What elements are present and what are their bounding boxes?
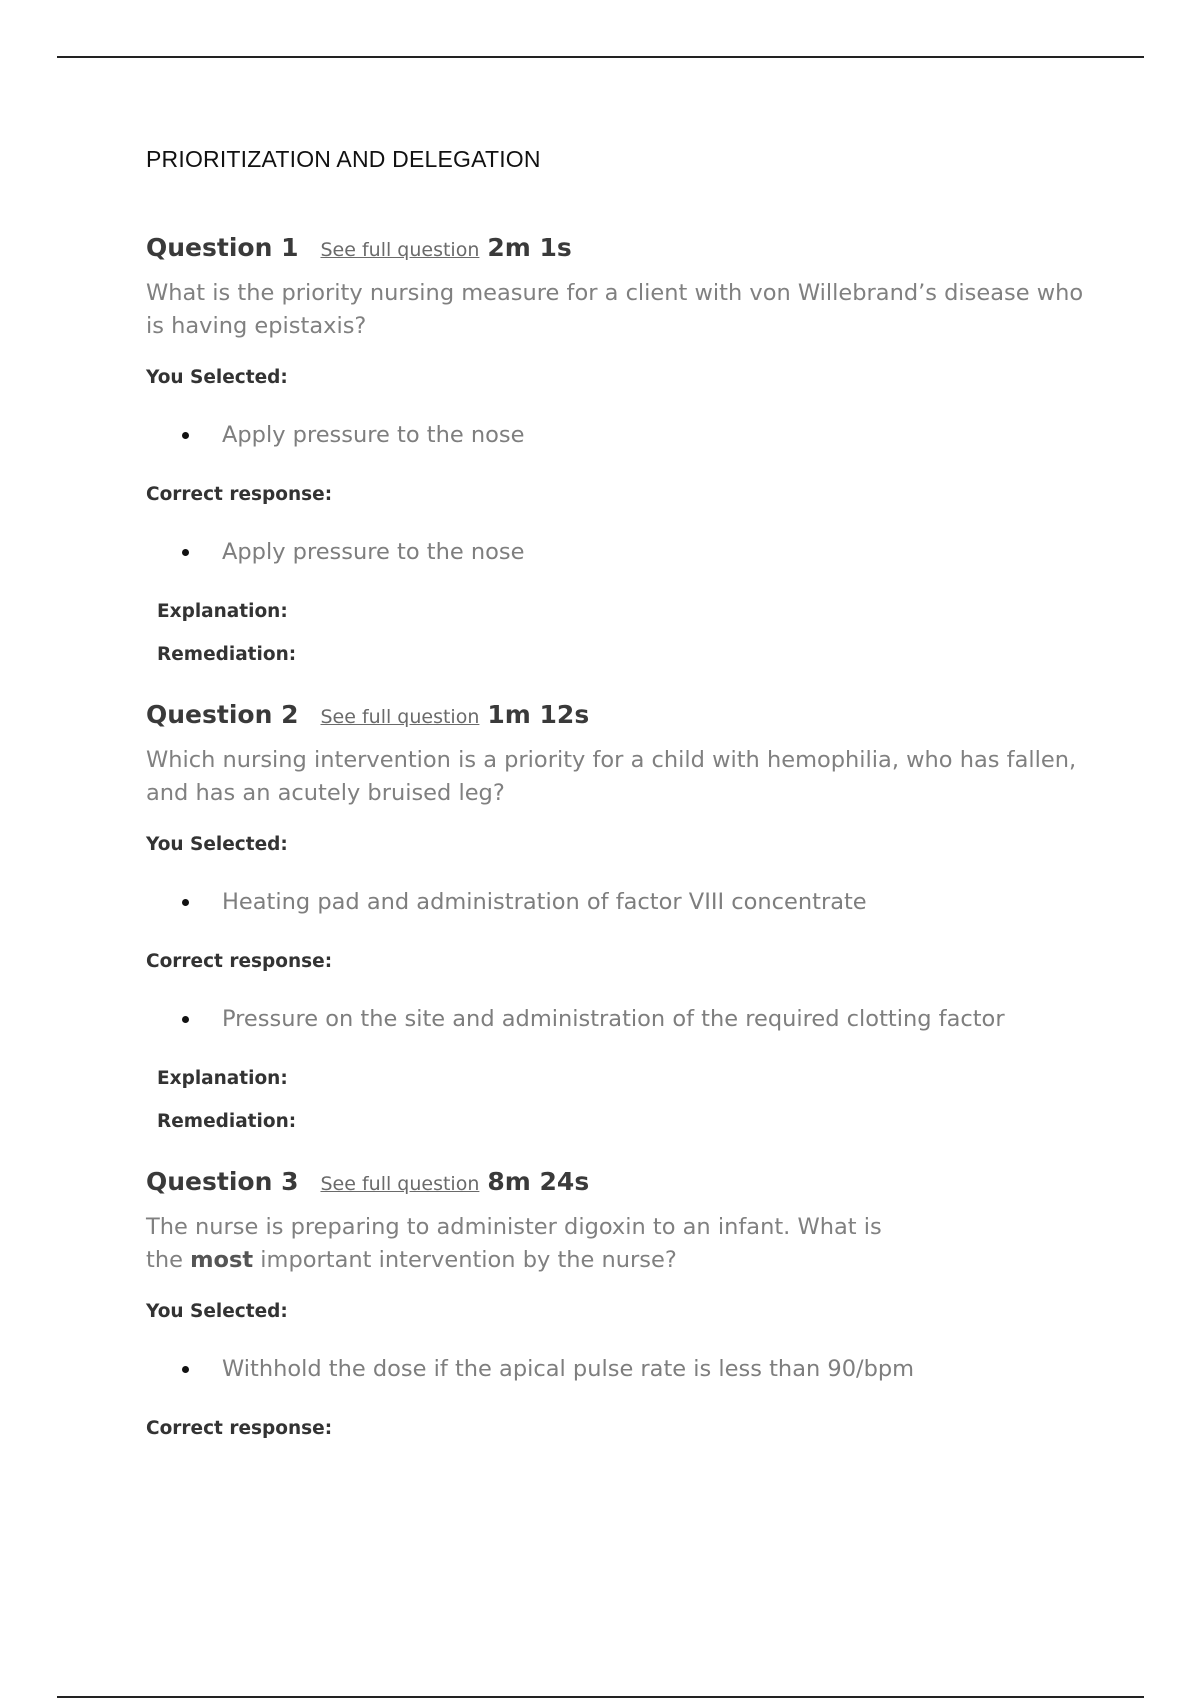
question-1: [146, 233, 1096, 343]
you-selected-label: You Selected:: [146, 834, 288, 855]
correct-response-label: Correct response:: [146, 951, 333, 972]
you-selected-label: You Selected:: [146, 367, 288, 388]
see-full-question-link[interactable]: See full question: [320, 706, 480, 728]
question-text: Which nursing intervention is a priority for a child with hemophilia, who has fallen, and has an acutely bruised leg?: [146, 747, 1077, 806]
bullet-icon: [182, 899, 189, 906]
explanation-label: Explanation:: [157, 601, 288, 622]
correct-response-label: Correct response:: [146, 484, 333, 505]
page-title: PRIORITIZATION AND DELEGATION: [146, 146, 541, 172]
selected-answer: [146, 889, 867, 915]
question-title: Question 1: [146, 233, 299, 262]
remediation-label: Remediation:: [157, 1111, 297, 1132]
selected-answer: [146, 1356, 914, 1382]
remediation-label: Remediation:: [157, 644, 297, 665]
question-3: [146, 1167, 1096, 1277]
question-text: What is the priority nursing measure for a client with von Willebrand’s disease who is having epistaxis?: [146, 280, 1084, 339]
selected-answer-text: Apply pressure to the nose: [222, 422, 525, 448]
question-title: Question 2: [146, 700, 299, 729]
question-time: 2m 1s: [487, 233, 572, 262]
question-header: [146, 233, 1096, 267]
question-text: [146, 1211, 1086, 1277]
correct-answer-text: Apply pressure to the nose: [222, 539, 525, 565]
selected-answer-text: Withhold the dose if the apical pulse rate is less than 90/bpm: [222, 1356, 915, 1382]
question-time: 1m 12s: [487, 700, 590, 729]
question-text-post: important intervention by the nurse?: [253, 1247, 677, 1273]
correct-answer: [146, 1006, 1005, 1032]
bullet-icon: [182, 549, 189, 556]
explanation-label: Explanation:: [157, 1068, 288, 1089]
question-time: 8m 24s: [487, 1167, 590, 1196]
see-full-question-link[interactable]: See full question: [320, 1173, 480, 1195]
selected-answer-text: Heating pad and administration of factor VIII concentrate: [222, 889, 867, 915]
question-title: Question 3: [146, 1167, 299, 1196]
question-header: [146, 700, 1096, 734]
bottom-rule: [57, 1696, 1144, 1698]
selected-answer: [146, 422, 524, 448]
question-text-emphasis: most: [190, 1247, 254, 1273]
you-selected-label: You Selected:: [146, 1301, 288, 1322]
bullet-icon: [182, 1016, 189, 1023]
question-header: [146, 1167, 1096, 1201]
correct-response-label: Correct response:: [146, 1418, 333, 1439]
bullet-icon: [182, 432, 189, 439]
correct-answer-text: Pressure on the site and administration of the required clotting factor: [222, 1006, 1005, 1032]
top-rule: [57, 56, 1144, 58]
question-text-line-1: The nurse is preparing to administer digoxin to an infant. What is: [146, 1214, 882, 1240]
question-text-pre: the: [146, 1247, 191, 1273]
correct-answer: [146, 539, 524, 565]
bullet-icon: [182, 1366, 189, 1373]
question-2: [146, 700, 1096, 810]
see-full-question-link[interactable]: See full question: [320, 239, 480, 261]
